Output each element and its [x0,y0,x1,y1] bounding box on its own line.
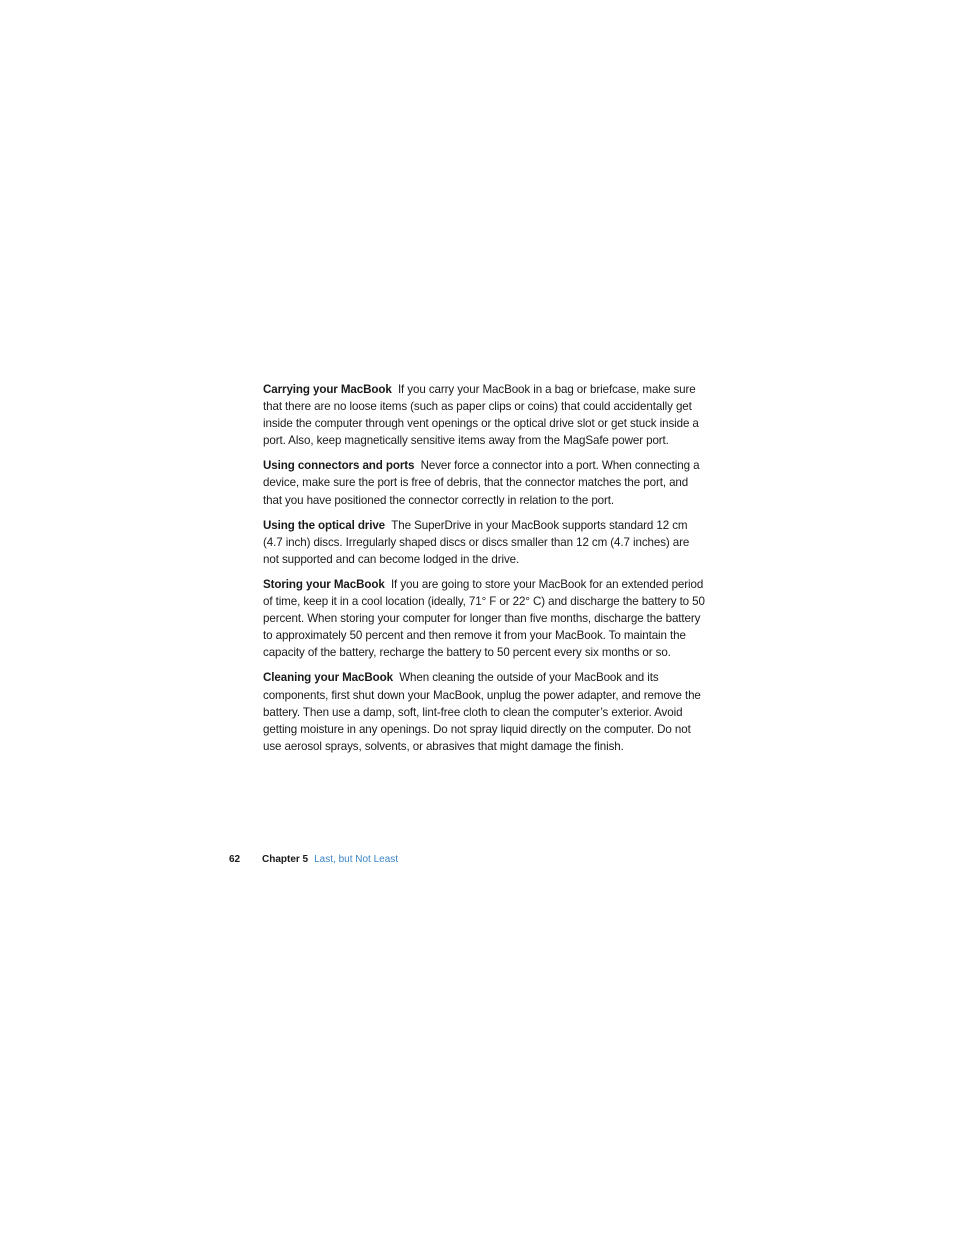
section-heading: Cleaning your MacBook [263,671,393,685]
section-body: Never force a connector into a port. When connecting a device, make sure the port is free of debris, that the connector matches the port, and that you have positioned the connector correctly in relation to the port. [263,459,700,507]
section-connectors [263,457,708,508]
section-cleaning [263,669,708,754]
section-carrying [263,381,708,449]
section-storing [263,576,708,661]
page-number: 62 [229,854,241,865]
chapter-title-link[interactable]: Last, but Not Least [314,854,399,865]
page-footer [229,853,398,867]
section-optical-drive [263,517,708,568]
section-body: The SuperDrive in your MacBook supports standard 12 cm (4.7 inch) discs. Irregularly shaped discs or discs smaller than 12 cm (4.7 inches) are not supported and can become lodged in the drive. [263,518,690,566]
chapter-label: Chapter 5 [262,854,309,865]
document-body [263,381,708,763]
section-heading: Using connectors and ports [263,459,415,473]
section-body: If you are going to store your MacBook for an extended period of time, keep it in a cool location (ideally, 71° F or 22° C) and discharge the battery to 50 percent. When storing your computer for longer than five months, discharge the battery to approximately 50 percent and then remove it from your MacBook. To maintain the capacity of the battery, recharge the battery to 50 percent every six months or so. [263,577,705,660]
section-body: When cleaning the outside of your MacBook and its components, first shut down your MacBook, unplug the power adapter, and remove the battery. Then use a damp, soft, lint-free cloth to clean the computer’s exterior. Avoid getting moisture in any openings. Do not spray liquid directly on the computer. Do not use aerosol sprays, solvents, or abrasives that might damage the finish. [263,671,701,753]
section-heading: Using the optical drive [263,518,386,532]
section-heading: Storing your MacBook [263,577,385,591]
section-body: If you carry your MacBook in a bag or briefcase, make sure that there are no loose items (such as paper clips or coins) that could accidentally get inside the computer through vent openings or the optical drive slot or get stuck inside a port. Also, keep magnetically sensitive items away from the MagSafe power port. [263,383,699,448]
section-heading: Carrying your MacBook [263,383,392,396]
